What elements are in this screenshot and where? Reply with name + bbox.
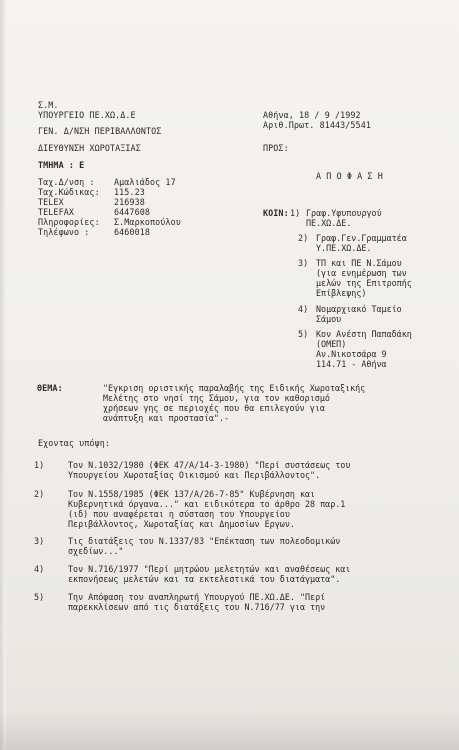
contact-label: Πληροφορίες: [38, 217, 100, 227]
contact-value: Σ.Μαρκοπούλου [114, 217, 181, 227]
header-gen-dir: ΓΕΝ. Δ/ΝΣΗ ΠΕΡΙΒΑΛΛΟΝΤΟΣ [38, 126, 162, 136]
recipient-line: Αν.Νικοτσάρα 9 [316, 349, 387, 359]
koin-label: ΚΟΙΝ: [263, 208, 289, 218]
item-number: 4) [34, 564, 45, 574]
recipient-1 [306, 208, 382, 228]
header-date: Αθήνα, 18 / 9 /1992 [263, 110, 361, 120]
considering-item-2 [68, 489, 345, 529]
header-directorate: ΔΙΕΥΘΥΝΣΗ ΧΩΡΟΤΑΞΙΑΣ [38, 143, 141, 153]
recipient-number: 2) [298, 233, 309, 243]
header-section: ΤΜΗΜΑ : Ε [38, 160, 85, 170]
item-number: 1) [34, 460, 45, 470]
header-sm: Σ.Μ. [38, 100, 59, 110]
recipient-line: Γραφ.Γεν.Γραμματέα [316, 233, 407, 243]
contact-label: Ταχ.Κώδικας: [38, 187, 100, 197]
recipient-number: 1) [290, 208, 301, 218]
recipient-line: ΤΠ και ΠΕ Ν.Σάμου [316, 258, 402, 268]
item-line: Τον Ν.1032/1980 (ΦΕΚ 47/Α/14-3-1980) "Περί συστάσεως του [68, 460, 351, 470]
recipient-line: μελών της Επιτροπής [316, 278, 412, 288]
item-line: παρεκκλίσεων από τις διατάξεις του Ν.716/77 για την [68, 602, 326, 612]
item-line: Περιβάλλοντος, Χωροταξίας και Δημοσίων Εργων. [68, 519, 295, 529]
considering-heading: Εχοντας υπόψη: [38, 438, 110, 448]
header-to-label: ΠΡΟΣ: [263, 143, 289, 153]
recipient-4 [316, 304, 402, 324]
item-line: σχεδίων..." [68, 546, 124, 556]
recipient-line: (για ενημέρωση των [316, 268, 407, 278]
item-line: (ιδ) που αναφέρεται η σύσταση του Υπουργείου [68, 509, 290, 519]
item-number: 5) [34, 592, 45, 602]
recipient-line: Υ.ΠΕ.ΧΩ.ΔΕ. [316, 243, 372, 253]
item-line: Την Απόφαση του αναπληρωτή Υπουργού ΠΕ.ΧΩ.ΔΕ. "Περί [68, 592, 326, 602]
considering-item-5 [68, 592, 325, 612]
recipient-line: Κον Ανέστη Παπαδάκη [316, 329, 412, 339]
considering-item-1 [68, 460, 350, 480]
subject-line: Μελέτης στο νησί της Σάμου, για τον καθορισμό [103, 393, 330, 403]
recipient-2 [316, 233, 407, 253]
recipient-line: Νομαρχιακό Ταμείο [316, 304, 402, 314]
contact-value: 6447608 [114, 207, 150, 217]
item-line: Κυβερνητικά όργανα..." και ειδικότερα το άρθρο 28 παρ.1 [68, 499, 346, 509]
item-line: εκπονήσεως μελετών και τα εκτελεστικά του διατάγματα". [68, 574, 341, 584]
recipient-line: ΠΕ.ΧΩ.ΔΕ. [306, 218, 352, 228]
recipient-line: 114.71 - Αθήνα [316, 359, 387, 369]
recipient-number: 3) [298, 258, 309, 268]
subject-line: "Εγκριση οριστικής παραλαβής της Ειδικής Χωροταξικής [103, 383, 366, 393]
contact-value: 115.23 [114, 187, 145, 197]
contact-value: 6460018 [114, 227, 150, 237]
page-fold-shadow [0, 0, 6, 750]
decision-title: Α Π Ο Φ Α Σ Η [316, 171, 383, 181]
item-line: Τον Ν.1558/1985 (ΦΕΚ 137/Α/26-7-85" Κυβέρνηση και [68, 489, 316, 499]
contact-value: Αμαλιάδος 17 [114, 177, 176, 187]
recipient-3 [316, 258, 412, 298]
contact-label: TELEFAX [38, 207, 74, 217]
recipient-line: Σάμου [316, 314, 342, 324]
contact-value: 216938 [114, 197, 145, 207]
subject-line: χρήσεων γης σε περιοχές που θα επιλεγούν για [103, 403, 325, 413]
contact-label: TELEX [38, 197, 64, 207]
header-protocol: Αριθ.Πρωτ. 81443/5541 [263, 120, 371, 130]
recipient-line: Γραφ.Υφυπουργού [306, 208, 382, 218]
subject-label: ΘΕΜΑ: [37, 383, 63, 393]
item-line: Τον Ν.716/1977 "Περί μητρώου μελετητών και αναθέσεως και [68, 564, 351, 574]
item-number: 2) [34, 489, 45, 499]
contact-label: Ταχ.Δ/νση : [38, 177, 95, 187]
header-ministry: ΥΠΟΥΡΓΕΙΟ ΠΕ.ΧΩ.Δ.Ε [38, 110, 136, 120]
contact-label: Τηλέφωνο : [38, 227, 90, 237]
recipient-number: 4) [298, 304, 309, 314]
item-number: 3) [34, 536, 45, 546]
subject-text [103, 383, 365, 423]
item-line: Υπουργείου Χωροταξίας Οικισμού και Περιβάλλοντος". [68, 470, 321, 480]
page-bottom-shadow [0, 710, 459, 750]
recipient-number: 5) [298, 329, 309, 339]
subject-line: ανάπτυξη και προστασία".- [103, 413, 230, 423]
recipient-line: (ΟΜΕΠ) [316, 339, 347, 349]
considering-item-4 [68, 564, 350, 584]
recipient-5 [316, 329, 412, 369]
recipient-line: Επίβλεψης) [316, 288, 367, 298]
considering-item-3 [68, 536, 340, 556]
item-line: Τις διατάξεις του Ν.1337/83 "Επέκταση των πολεοδομικών [68, 536, 341, 546]
